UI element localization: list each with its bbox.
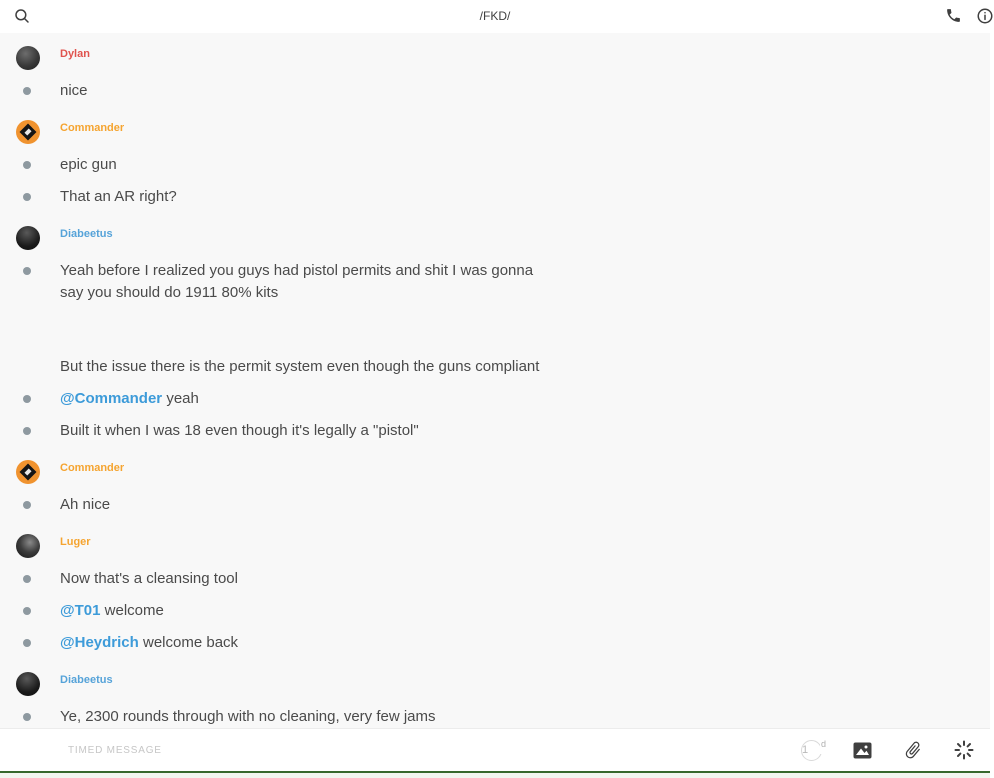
message-row[interactable] xyxy=(16,600,556,622)
message-content xyxy=(60,186,545,208)
message-status-dot xyxy=(23,607,31,615)
mention-link[interactable]: @Commander xyxy=(60,390,163,407)
message-status-dot xyxy=(23,575,31,583)
message-status-dot xyxy=(23,161,31,169)
timed-message-duration-badge[interactable] xyxy=(801,738,826,761)
message-text: That an AR right? xyxy=(60,188,177,205)
message-text: welcome back xyxy=(143,634,239,651)
timer-unit: d xyxy=(820,735,827,754)
message-row[interactable] xyxy=(16,260,556,304)
username[interactable]: Commander xyxy=(60,122,125,134)
message-content xyxy=(60,600,545,622)
username[interactable]: Luger xyxy=(60,536,91,548)
message-status-dot xyxy=(23,713,31,721)
message-status-dot xyxy=(23,267,31,275)
message-row[interactable] xyxy=(16,568,556,590)
composer-bar xyxy=(0,728,990,771)
message-row[interactable] xyxy=(16,356,556,378)
commander-avatar[interactable] xyxy=(16,120,40,144)
phone-icon[interactable] xyxy=(945,7,962,24)
message-text: nice xyxy=(60,82,88,99)
commander-avatar[interactable] xyxy=(16,460,40,484)
message-text: But the issue there is the permit system even though the guns compliant xyxy=(60,358,540,375)
username[interactable]: Commander xyxy=(60,462,125,474)
message-group-header xyxy=(16,226,990,250)
message-text: Built it when I was 18 even though it's legally a "pistol" xyxy=(60,422,419,439)
message-text: welcome xyxy=(104,602,164,619)
paperclip-icon[interactable] xyxy=(903,740,923,760)
message-text: Yeah before I realized you guys had pistol permits and shit I was gonna say you should do 1911 80% kits xyxy=(60,262,534,301)
message-group xyxy=(16,672,990,728)
message-row[interactable] xyxy=(16,388,556,410)
message-content xyxy=(60,706,545,728)
composer-tools xyxy=(801,740,974,761)
top-bar xyxy=(0,0,990,33)
spinner-burst-icon[interactable] xyxy=(954,740,974,760)
message-row[interactable] xyxy=(16,632,556,654)
message-group xyxy=(16,460,990,516)
message-status-dot xyxy=(23,639,31,647)
message-content xyxy=(60,260,545,304)
info-icon[interactable] xyxy=(976,7,994,25)
message-group xyxy=(16,46,990,102)
luger-avatar[interactable] xyxy=(16,534,40,558)
diabeetus-avatar[interactable] xyxy=(16,226,40,250)
message-group-header xyxy=(16,534,990,558)
message-group-header xyxy=(16,46,990,70)
message-status-dot xyxy=(23,395,31,403)
message-content xyxy=(60,388,545,410)
timer-value: 1 xyxy=(802,743,809,756)
username[interactable]: Dylan xyxy=(60,48,90,60)
message-group-header xyxy=(16,460,990,484)
message-text: epic gun xyxy=(60,156,117,173)
message-group xyxy=(16,534,990,654)
chat-area xyxy=(0,33,990,728)
message-content xyxy=(60,420,545,442)
message-content xyxy=(60,494,545,516)
channel-title: /FKD/ xyxy=(479,9,511,23)
message-group-header xyxy=(16,120,990,144)
mention-link[interactable]: @Heydrich xyxy=(60,634,139,651)
message-status-dot xyxy=(23,427,31,435)
message-content xyxy=(60,632,545,654)
message-content xyxy=(60,154,545,176)
message-group-header xyxy=(16,672,990,696)
message-row[interactable] xyxy=(16,706,556,728)
message-status-dot xyxy=(23,193,31,201)
dylan-avatar[interactable] xyxy=(16,46,40,70)
message-row[interactable] xyxy=(16,494,556,516)
message-text: yeah xyxy=(166,390,199,407)
message-group xyxy=(16,120,990,208)
message-text: Ye, 2300 rounds through with no cleaning, very few jams xyxy=(60,708,436,725)
diabeetus-avatar[interactable] xyxy=(16,672,40,696)
message-content xyxy=(60,356,545,378)
message-content xyxy=(60,568,545,590)
message-row[interactable] xyxy=(16,186,556,208)
message-status-dot xyxy=(23,501,31,509)
message-group xyxy=(16,226,990,442)
message-status-dot xyxy=(23,87,31,95)
message-input[interactable]: TIMED MESSAGE xyxy=(68,744,162,756)
connection-status-strip xyxy=(0,771,990,778)
username[interactable]: Diabeetus xyxy=(60,228,113,240)
message-row[interactable] xyxy=(16,154,556,176)
image-icon[interactable] xyxy=(853,742,872,759)
message-text: Ah nice xyxy=(60,496,111,513)
mention-link[interactable]: @T01 xyxy=(60,602,101,619)
message-row[interactable] xyxy=(16,420,556,442)
message-text: Now that's a cleansing tool xyxy=(60,570,238,587)
message-content xyxy=(60,80,545,102)
message-row[interactable] xyxy=(16,80,556,102)
username[interactable]: Diabeetus xyxy=(60,674,113,686)
